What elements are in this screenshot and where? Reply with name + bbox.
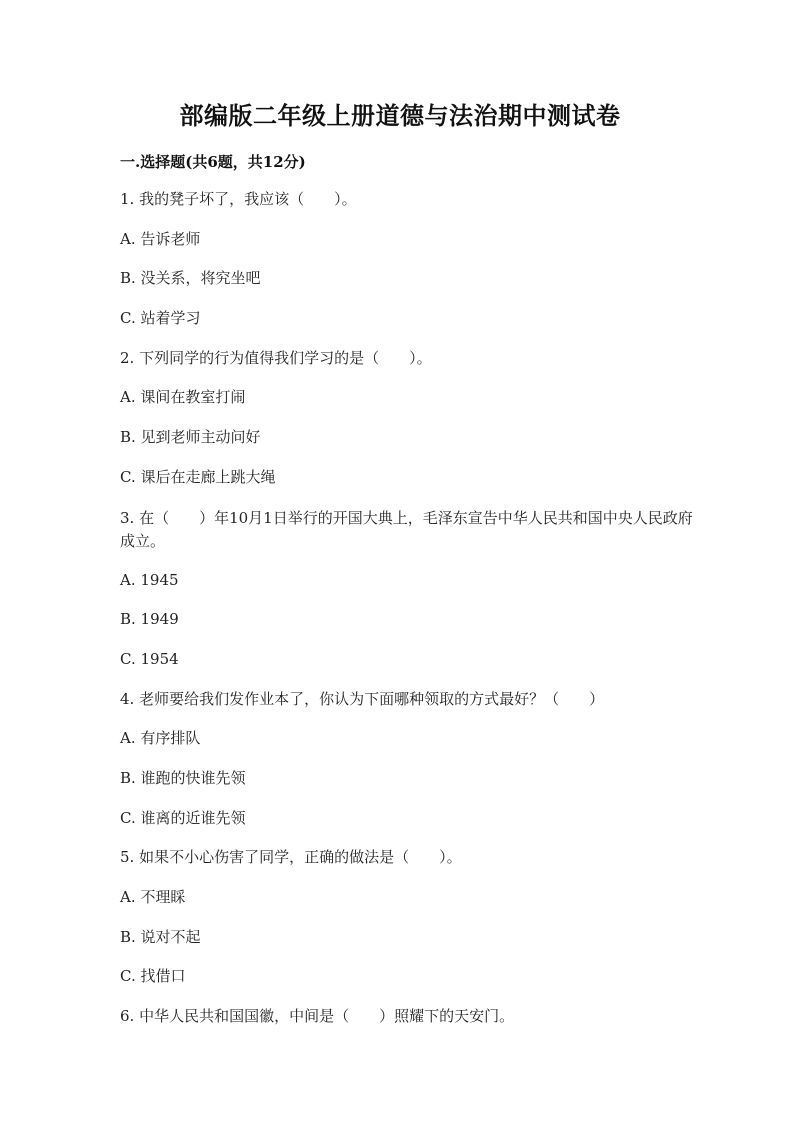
option-b: B. 说对不起: [120, 927, 201, 946]
option-b: B. 没关系，将究坐吧: [120, 269, 261, 288]
option-a: A. 课间在教室打闹: [120, 388, 246, 407]
question-stem: 1. 我的凳子坏了，我应该（ ）。: [120, 190, 357, 208]
option-a: A. 不理睬: [120, 888, 186, 906]
question-list: [120, 189, 700, 1046]
question-stem: 4. 老师要给我们发作业本了，你认为下面哪种领取的方式最好？（ ）: [120, 689, 605, 708]
question-stem: 5. 如果不小心伤害了同学，正确的做法是（ ）。: [120, 848, 462, 867]
option-c: C. 谁离的近谁先领: [120, 808, 246, 827]
option-b: B. 见到老师主动问好: [120, 428, 261, 447]
section-heading: 一.选择题(共6题，共12分): [120, 153, 306, 171]
option-c: C. 站着学习: [120, 309, 201, 328]
page-title: 部编版二年级上册道德与法治期中测试卷: [179, 101, 621, 130]
question-stem: 6. 中华人民共和国国徽，中间是（ ）照耀下的天安门。: [120, 1007, 515, 1026]
question-stem: 3. 在（ ）年10月1日举行的开国大典上，毛泽东宣告中华人民共和国中央人民政府成立。: [120, 508, 693, 550]
option-a: A. 有序排队: [120, 729, 201, 748]
option-a: A. 1945: [120, 570, 179, 589]
option-b: B. 谁跑的快谁先领: [120, 768, 246, 787]
option-c: C. 课后在走廊上跳大绳: [120, 467, 276, 486]
option-c: C. 1954: [120, 649, 179, 668]
option-a: A. 告诉老师: [120, 229, 201, 248]
option-c: C. 找借口: [120, 967, 186, 986]
question-stem: 2. 下列同学的行为值得我们学习的是（ ）。: [120, 348, 432, 367]
option-b: B. 1949: [120, 610, 179, 629]
